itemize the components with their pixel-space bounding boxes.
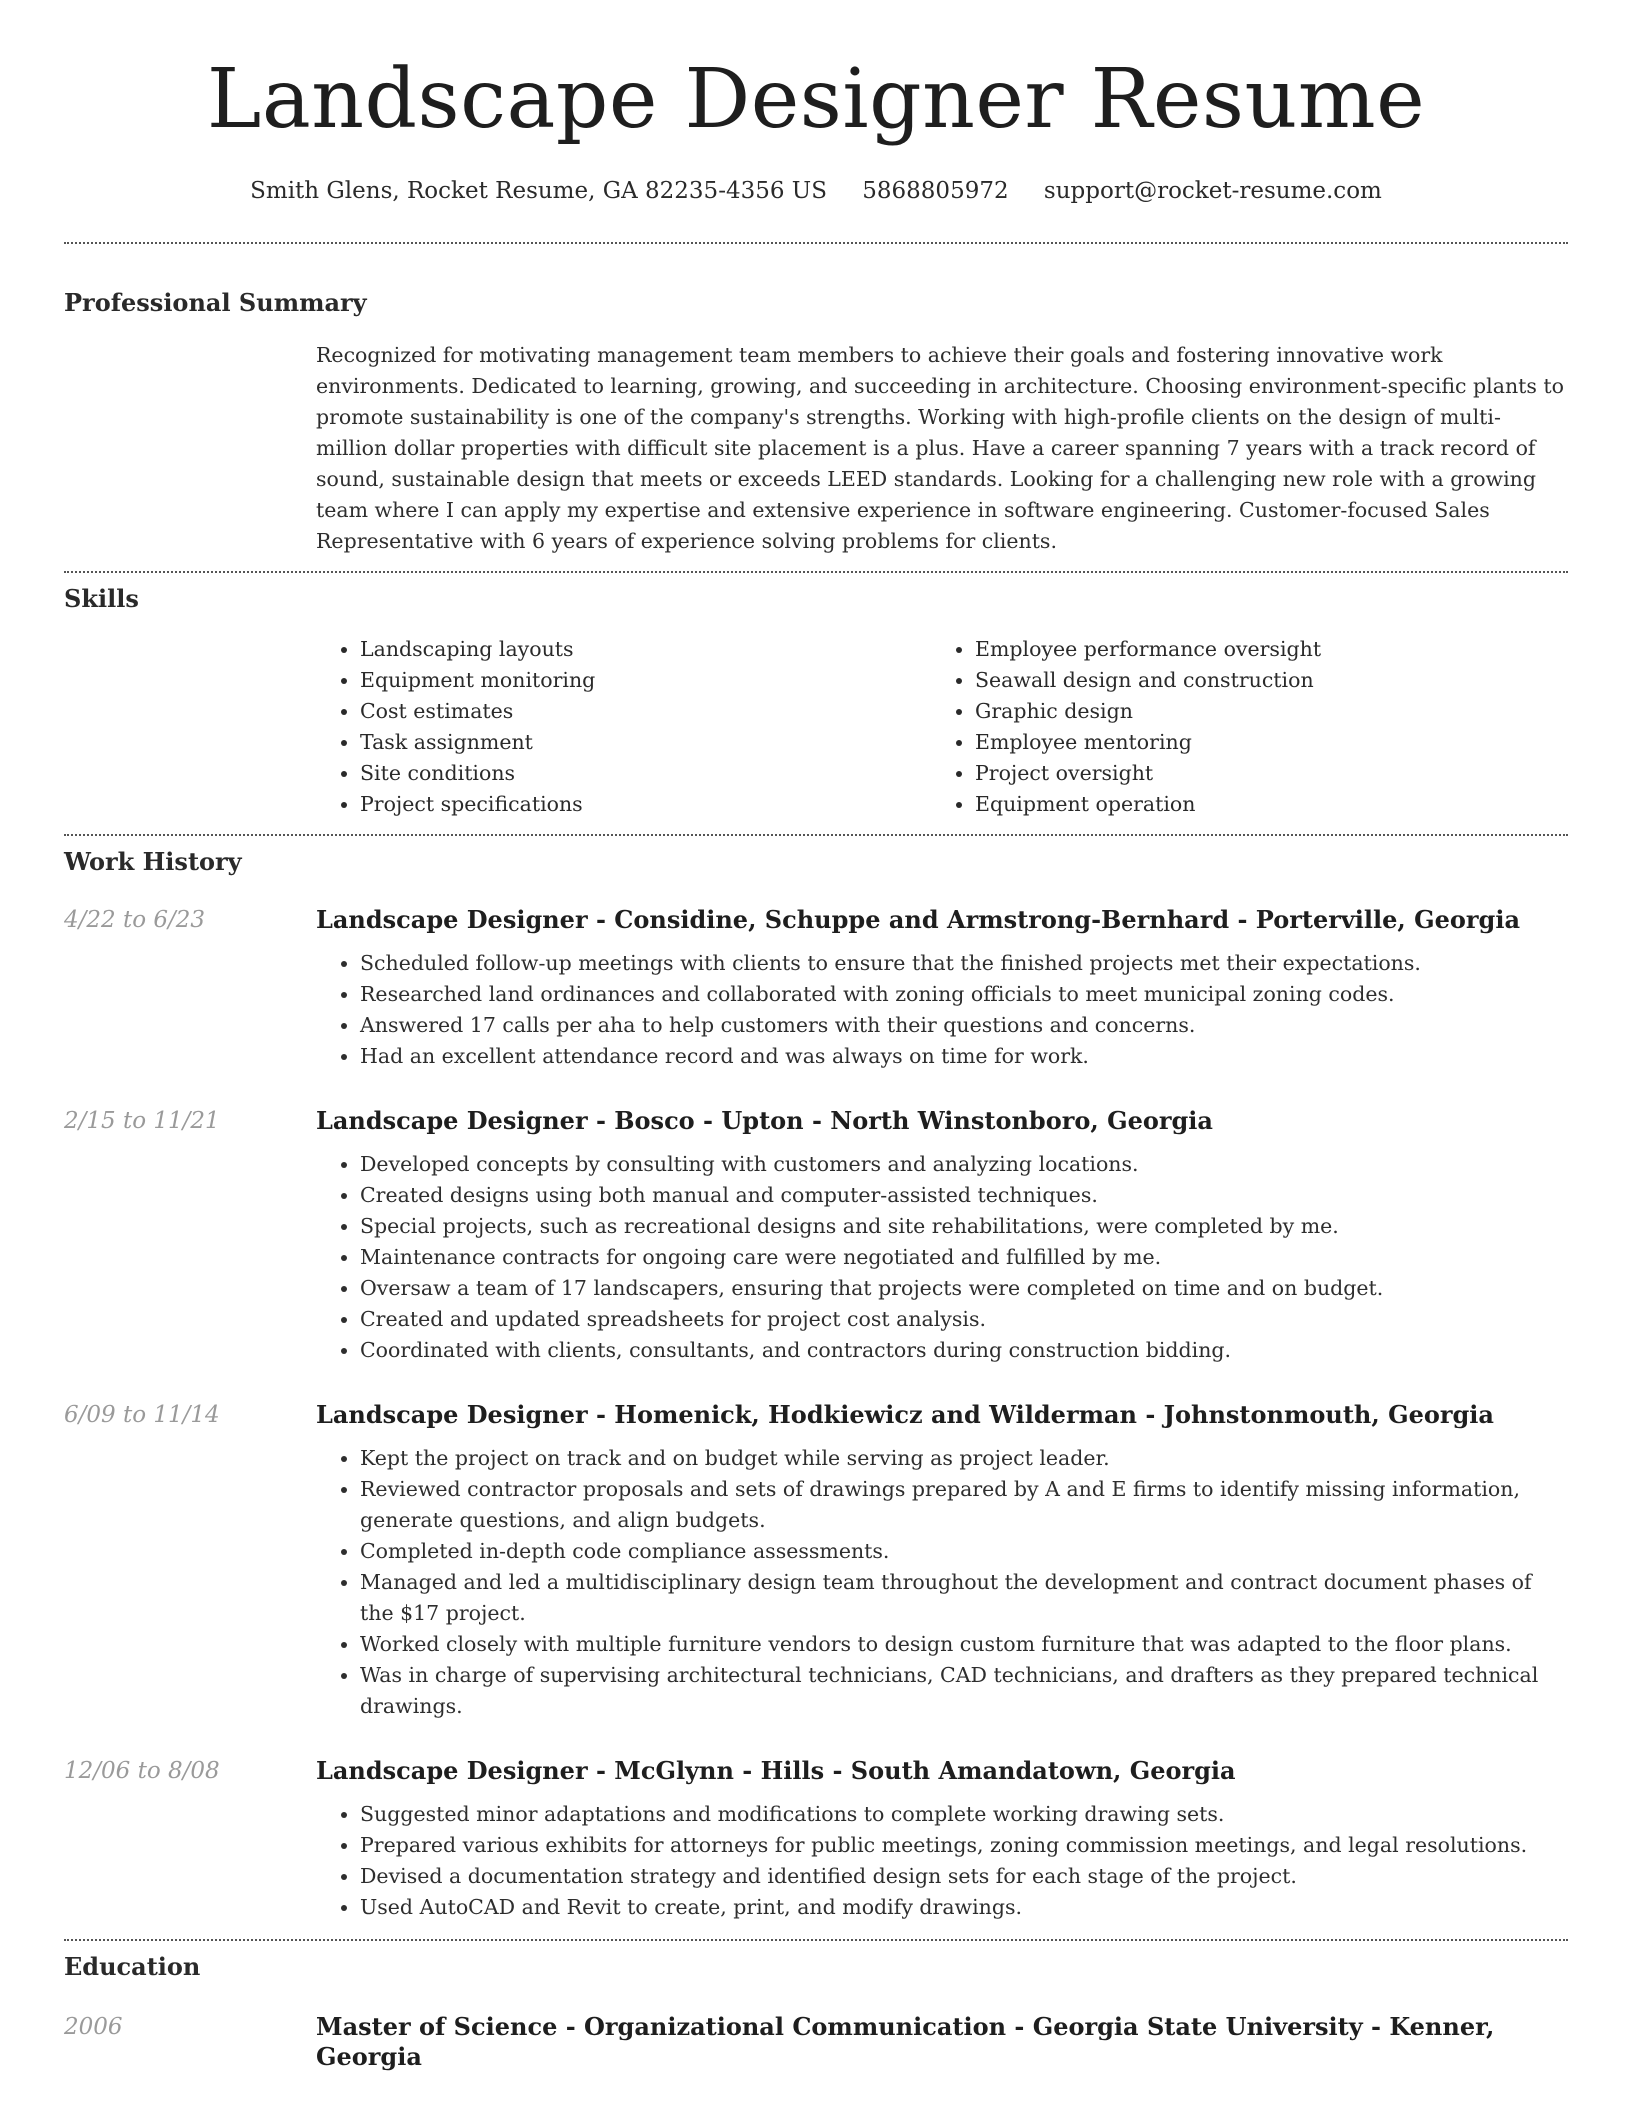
job-title: Landscape Designer - McGlynn - Hills - South Amandatown, Georgia [316,1756,1236,1785]
job-bullet: • Kept the project on track and on budget while serving as project leader. [360,1443,1568,1474]
divider [64,1939,1568,1941]
education-entry [64,2012,1568,2072]
job-entry [64,1106,1568,1366]
skill-item: • Project specifications [360,789,931,820]
job-bullet: • Completed in-depth code compliance assessments. [360,1536,1568,1567]
job-date: 4/22 to 6/23 [64,907,206,933]
job-bullet: • Reviewed contractor proposals and sets of drawings prepared by A and E firms to identify missing information, generate questions, and align budgets. [360,1474,1568,1536]
skill-item: • Equipment operation [975,789,1546,820]
job-bullet: • Special projects, such as recreational designs and site rehabilitations, were completed by me. [360,1211,1568,1242]
job-body [316,1400,1568,1722]
skills-column-left [316,634,931,820]
job-bullet: • Prepared various exhibits for attorneys for public meetings, zoning commission meetings, and legal resolutions. [360,1830,1568,1861]
skill-item: • Employee mentoring [975,727,1546,758]
skill-item: • Seawall design and construction [975,665,1546,696]
job-bullet: • Answered 17 calls per aha to help customers with their questions and concerns. [360,1010,1568,1041]
job-body [316,905,1568,1072]
job-entry [64,1400,1568,1722]
skill-item: • Equipment monitoring [360,665,931,696]
skill-item: • Project oversight [975,758,1546,789]
job-bullet: • Had an excellent attendance record and was always on time for work. [360,1041,1568,1072]
job-body [316,1106,1568,1366]
job-bullet: • Coordinated with clients, consultants, and contractors during construction bidding. [360,1335,1568,1366]
job-bullet: • Managed and led a multidisciplinary design team throughout the development and contract document phases of the $17 project. [360,1567,1568,1629]
skill-item: • Graphic design [975,696,1546,727]
contact-address: Smith Glens, Rocket Resume, GA 82235-4356 US [250,178,827,204]
job-title: Landscape Designer - Bosco - Upton - North Winstonboro, Georgia [316,1106,1213,1135]
job-bullet: • Devised a documentation strategy and identified design sets for each stage of the project. [360,1861,1568,1892]
skills-heading: Skills [64,584,139,613]
job-date: 12/06 to 8/08 [64,1758,220,1784]
skills-list [316,634,1568,820]
contact-email: support@rocket-resume.com [1043,178,1382,204]
job-bullet: • Oversaw a team of 17 landscapers, ensuring that projects were completed on time and on budget. [360,1273,1568,1304]
skill-item: • Landscaping layouts [360,634,931,665]
job-bullet: • Scheduled follow-up meetings with clients to ensure that the finished projects met their expectations. [360,948,1568,979]
job-bullet: • Created and updated spreadsheets for project cost analysis. [360,1304,1568,1335]
summary-heading: Professional Summary [64,288,367,317]
skills-column-right [931,634,1546,820]
skill-item: • Task assignment [360,727,931,758]
job-bullet: • Created designs using both manual and computer-assisted techniques. [360,1180,1568,1211]
contact-phone: 5868805972 [862,178,1009,204]
work-history-heading: Work History [64,847,242,876]
job-bullets [316,1443,1568,1722]
job-bullet: • Worked closely with multiple furniture vendors to design custom furniture that was adapted to the floor plans. [360,1629,1568,1660]
education-heading: Education [64,1952,201,1981]
skill-item: • Employee performance oversight [975,634,1546,665]
divider [64,834,1568,836]
job-bullets [316,1799,1568,1923]
job-title: Landscape Designer - Considine, Schuppe and Armstrong-Bernhard - Porterville, Georgia [316,905,1520,934]
job-date: 6/09 to 11/14 [64,1402,220,1428]
job-body [316,1756,1568,1939]
resume-title: Landscape Designer Resume [206,52,1426,147]
job-entry [64,905,1568,1072]
job-bullet: • Developed concepts by consulting with customers and analyzing locations. [360,1149,1568,1180]
skill-item: • Cost estimates [360,696,931,727]
job-bullet: • Was in charge of supervising architectural technicians, CAD technicians, and drafters as they prepared technical drawings. [360,1660,1568,1722]
skill-item: • Site conditions [360,758,931,789]
job-bullet: • Used AutoCAD and Revit to create, print, and modify drawings. [360,1892,1568,1923]
job-bullet: • Researched land ordinances and collaborated with zoning officials to meet municipal zoning codes. [360,979,1568,1010]
contact-line [64,176,1568,206]
summary-text: Recognized for motivating management team members to achieve their goals and fostering innovative work environments. Dedicated to learning, growing, and succeeding in architecture. Choosing environment-specific plants to promote sustainability is one of the company's strengths. Working with high-profile clients on the design of multi-million dollar properties with difficult site placement is a plus. Have a career spanning 7 years with a track record of sound, sustainable design that meets or exceeds LEED standards. Looking for a challenging new role with a growing team where I can apply my expertise and extensive experience in software engineering. Customer-focused Sales Representative with 6 years of experience solving problems for clients. [316,343,1565,553]
education-title: Master of Science - Organizational Communication - Georgia State University - Kenner, Georgia [316,2012,1495,2071]
job-bullets [316,948,1568,1072]
job-entry [64,1756,1568,1939]
job-bullet: • Maintenance contracts for ongoing care were negotiated and fulfilled by me. [360,1242,1568,1273]
job-date: 2/15 to 11/21 [64,1108,220,1134]
divider [64,242,1568,244]
divider [64,571,1568,573]
education-body [316,2012,1568,2072]
job-bullets [316,1149,1568,1366]
job-bullet: • Suggested minor adaptations and modifications to complete working drawing sets. [360,1799,1568,1830]
education-date: 2006 [64,2014,123,2040]
job-title: Landscape Designer - Homenick, Hodkiewicz and Wilderman - Johnstonmouth, Georgia [316,1400,1494,1429]
